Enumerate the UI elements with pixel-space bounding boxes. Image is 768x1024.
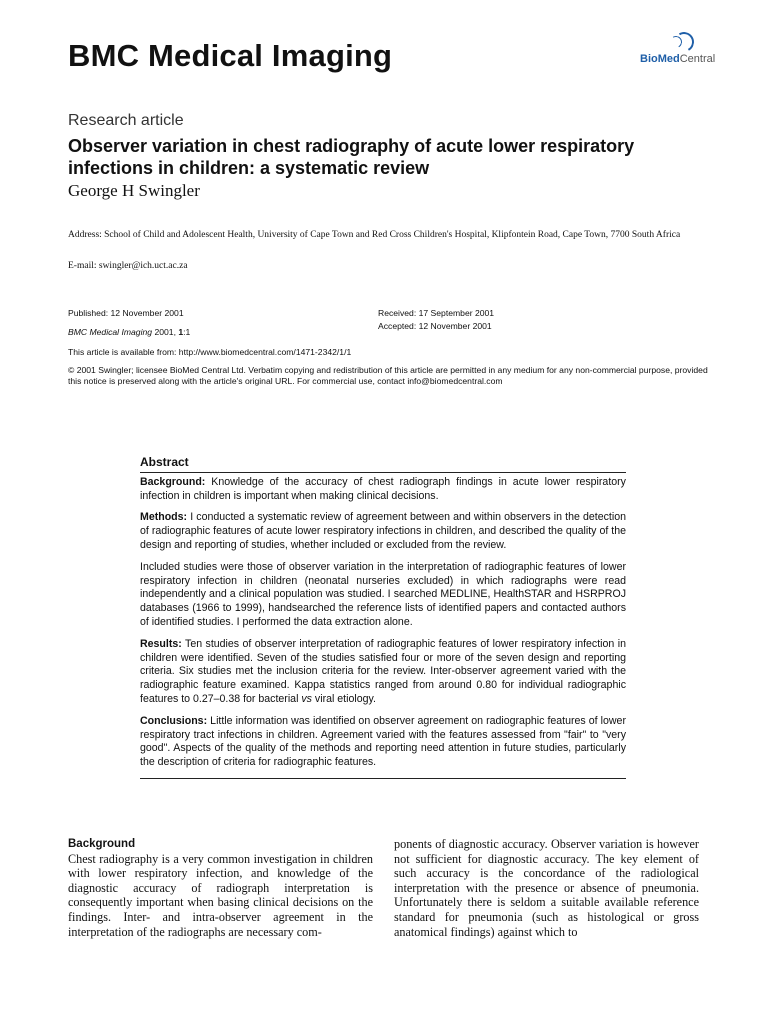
author-email: E-mail: swingler@ich.uct.ac.za	[68, 261, 188, 271]
author-name: George H Swingler	[68, 181, 200, 200]
author-address: Address: School of Child and Adolescent Health, University of Cape Town and Red Cross Children's Hospital, Klipfontein Road, Cape Town, 7700 South Africa	[68, 230, 681, 240]
abstract-results-tail: viral etiology.	[314, 692, 376, 705]
citation-year: 2001,	[154, 327, 176, 337]
abstract-methods-label: Methods:	[140, 511, 188, 524]
logo-biomed: BioMed	[640, 53, 680, 65]
abstract-methods-text: I conducted a systematic review of agreement between and within observers in the detection of radiographic features of acute lower respiratory infections in children, and described the quality of the design and reporting of studies, whether included or excluded from the review.	[140, 511, 626, 551]
article-type: Research article	[68, 112, 184, 129]
abstract-background-text: Knowledge of the accuracy of chest radiograph findings in acute lower respiratory infection in children is important when making clinical decisions.	[140, 475, 626, 502]
article-title: Observer variation in chest radiography of acute lower respiratory infections in children: a systematic review	[68, 136, 635, 178]
received-date: Received: 17 September 2001	[378, 308, 495, 318]
accepted-date: Accepted: 12 November 2001	[378, 321, 492, 331]
abstract-results-label: Results:	[140, 637, 182, 650]
abstract-conclusions-label: Conclusions:	[140, 714, 208, 727]
abstract-box	[140, 456, 626, 779]
citation-issue: :1	[183, 327, 191, 337]
abstract-conclusions-text: Little information was identified on observer agreement on radiographic features of lower respiratory tract infections in children. Agreement varied with the features assessed from "fair" to "very good". Aspects of the quality of the methods and reporting need attention in future studies, particularly the description of criteria for radiographic features.	[140, 714, 626, 769]
abstract-background	[140, 476, 626, 504]
abstract-methods-continued: Included studies were those of observer variation in the interpretation of radiographic features of lower respiratory infection in children (neonatal nurseries excluded) in which radiographs were read independently and a clinical population was studied. I searched MEDLINE, HealthSTAR and HSRPROJ databases (1966 to 1999), handsearched the reference lists of identified papers and contacted authors of identified studies. I performed the data extraction alone.	[140, 560, 626, 628]
abstract-conclusions	[140, 715, 626, 770]
abstract-bottom-rule	[140, 778, 626, 779]
copyright-notice: © 2001 Swingler; licensee BioMed Central Ltd. Verbatim copying and redistribution of this article are permitted in any medium for any non-commercial purpose, provided this notice is preserved along with the article's original URL. For commercial use, contact info@biomedcentral.com	[68, 365, 708, 386]
citation	[68, 327, 190, 338]
abstract-results-vs: vs	[301, 692, 312, 705]
background-text-left: Chest radiography is a very common investigation in children with lower respiratory infection, and knowledge of the diagnostic accuracy of radiograph interpretation is consequently important when basing clinical decisions on the findings. Inter- and intra-observer agreement in the interpretation of the radiographs are necessary com-	[68, 851, 373, 939]
abstract-methods	[140, 511, 626, 552]
background-heading: Background	[68, 838, 136, 850]
body-column-left	[68, 837, 373, 939]
logo-central: Central	[679, 53, 716, 65]
citation-volume: 1	[178, 327, 184, 337]
biomed-central-logo	[640, 30, 730, 70]
published-date: Published: 12 November 2001	[68, 308, 184, 318]
abstract-heading: Abstract	[140, 456, 626, 473]
abstract-background-label: Background:	[140, 475, 206, 488]
availability-url[interactable]: This article is available from: http://www.biomedcentral.com/1471-2342/1/1	[68, 347, 352, 357]
body-column-right: ponents of diagnostic accuracy. Observer variation is however not sufficient for diagnostic accuracy. The key element of such accuracy is the concordance of the radiological interpretation with the presence or absence of pneumonia. Unfortunately there is seldom a suitable available reference standard for pneumonia (such as histological or gross anatomical findings) against which to	[394, 837, 699, 939]
citation-journal: BMC Medical Imaging	[68, 327, 153, 337]
journal-title: BMC Medical Imaging	[68, 38, 393, 73]
abstract-results-text: Ten studies of observer interpretation of radiographic features of lower respiratory infection in children were identified. Seven of the studies satisfied four or more of the seven design and reporting criteria. Six studies met the inclusion criteria for the review. Inter-observer agreement varied with the radiographic feature examined. Kappa statistics ranged from around 0.80 for individual radiographic features to 0.27–0.38 for bacterial	[140, 637, 626, 705]
abstract-results	[140, 638, 626, 707]
